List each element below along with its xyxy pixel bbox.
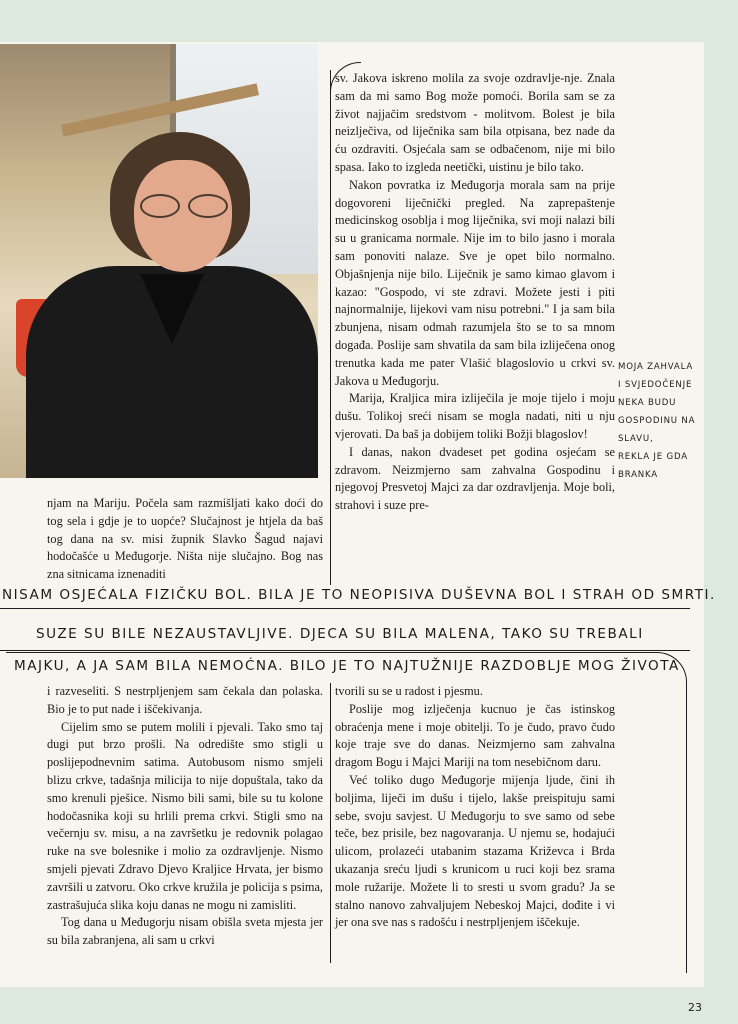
quote-rule xyxy=(0,650,690,651)
article-text-mid-left xyxy=(47,495,323,584)
paragraph: Marija, Kraljica mira izliječila je moje tijelo i moju dušu. Tolikoj sreći nisam se mogla nadati, niti u nju vjerovati. Da baš ja dobijem toliki Božji blagoslov! xyxy=(335,391,615,441)
article-text-top-right xyxy=(335,70,615,515)
paragraph: i razveseliti. S nestrpljenjem sam čekala dan polaska. Bio je to put nade i iščekivanja. xyxy=(47,684,323,716)
caption-line: MOJA ZAHVALA xyxy=(618,362,694,372)
pull-caption xyxy=(618,358,696,484)
caption-line: BRANKA xyxy=(618,470,658,480)
portrait-photo xyxy=(0,44,318,478)
quote-rule xyxy=(0,608,690,609)
pull-quote-line: SUZE SU BILE NEZAUSTAVLJIVE. DJECA SU BILA MALENA, TAKO SU TREBALI xyxy=(36,626,644,642)
paragraph: Poslije mog izlječenja kucnuo je čas istinskog obraćenja mene i moje obitelji. To je čudo, pravo čudo koje traje sve do danas. Neizmjerno sam zahvalna dragom Bogu i Majci Mariji na tom nesebičnom daru. xyxy=(335,701,615,770)
caption-line: GOSPODINU NA xyxy=(618,416,696,426)
paragraph: tvorili su se u radost i pjesmu. xyxy=(335,684,483,698)
column-divider xyxy=(330,70,331,585)
paragraph: njam na Mariju. Počela sam razmišljati kako doći do tog sela i gdje je to uopće? Slučajnost je htjela da baš tog dana na sv. misi župnik Slavko Šagud najavi hodočašće u Međugorje. Ništa nije slučajno. Bog nas zna sitnicama iznenaditi xyxy=(47,496,323,582)
paragraph: Nakon povratka iz Međugorja morala sam na prije dogovoreni liječnički pregled. Na zaprepaštenje medicinskog osoblja i mog liječnika, svi moji nalazi bili su u granicama normale. Nije im to bilo jasno i morala sam ponoviti nalaze. Sve je opet bilo normalno. Objašnjenja nije bilo. Liječnik je samo kimao glavom i kazao: "Gospodo, vi ste zdravi. Možete jesti i piti najnormalnije, lijekovi vam nisu potrebni." I ja sam bila zbunjena, nisam odmah razumjela što se to sa mnom događa. Poslije sam shvatila da sam bila izliječena onog trenutka kada me pater Vlašić blagoslovio u crkvi sv. Jakova u Međugorju. xyxy=(335,177,615,388)
caption-line: NEKA BUDU xyxy=(618,398,677,408)
page-number: 23 xyxy=(688,1001,702,1014)
pull-quote-line: NISAM OSJEĆALA FIZIČKU BOL. BILA JE TO NEOPISIVA DUŠEVNA BOL I STRAH OD SMRTI. xyxy=(2,587,716,603)
article-text-bottom-left xyxy=(47,683,323,950)
paragraph: I danas, nakon dvadeset pet godina osjećam se zdravom. Neizmjerno sam zahvalna Gospodinu i njegovoj Presvetoj Majci za dar ozdravljenja. Moje boli, strahovi i suze pre- xyxy=(335,444,615,513)
paragraph: Cijelim smo se putem molili i pjevali. Tako smo taj dugi put brzo prošli. Na odredište smo stigli u poslijepodnevnim satima. Autobusom nismo smjeli blizu crkve, tadašnja milicija to nije dopuštala, tako da smo krenuli pješice. Nismo bili sami, bile su tu kolone hodočasnika koji su hrlili prema crkvi. Stigli smo na večernju sv. misu, a na završetku je redovnik polagao ruke na sve bolesnike i molio za ozdravljenje. Nismo smjeli pjevati Zdravo Djevo Kraljice Hrvata, jer bismo završili u zatvoru. Oko crkve kružila je policija s psima, zastrašujuća slika koju danas ne mogu ni zamisliti. xyxy=(47,719,323,912)
paragraph: sv. Jakova iskreno molila za svoje ozdravlje-nje. Znala sam da mi samo Bog može pomoći. Borila sam se za život najjačim sredstvom - molitvom. Bolest je bila neizlječiva, od liječnika sam bila otpisana, bez nade da ću ozdraviti. Osjećala sam se odbačenom, nije mi bilo spasa. Iako to izgleda neetički, uistinu je bilo tako. xyxy=(335,71,615,174)
caption-line: REKLA JE GDA xyxy=(618,452,688,462)
column-divider xyxy=(330,683,331,963)
paragraph: Već toliko dugo Međugorje mijenja ljude, čini ih boljima, liječi im dušu i tijelo, lakše preispituju sami sebe, svoju savjest. U Međugorju to sve samo od sebe teče, bez prisile, bez nagovaranja. U njemu se, hodajući ulicom, prolazeći utabanim stazama Križevca i Brda ukazanja sreću ljudi s krunicom u ruci koji bez srama mole ružarije. Možete li to sresti u svom gradu? Ja se stalno nanovo zahvaljujem Nebeskoj Majci, dođite i vi jer ona sve nas s radošću i nestrpljenjem iščekuje. xyxy=(335,772,615,930)
caption-line: I SVJEDOČENJE xyxy=(618,380,693,390)
caption-line: SLAVU, xyxy=(618,434,654,444)
pull-quote-line: MAJKU, A JA SAM BILA NEMOĆNA. BILO JE TO NAJTUŽNIJE RAZDOBLJE MOG ŽIVOTA xyxy=(14,658,680,674)
paragraph: Tog dana u Međugorju nisam obišla sveta mjesta jer su bila zabranjena, ali sam u crkvi xyxy=(47,915,323,948)
article-text-bottom-right xyxy=(335,683,615,932)
